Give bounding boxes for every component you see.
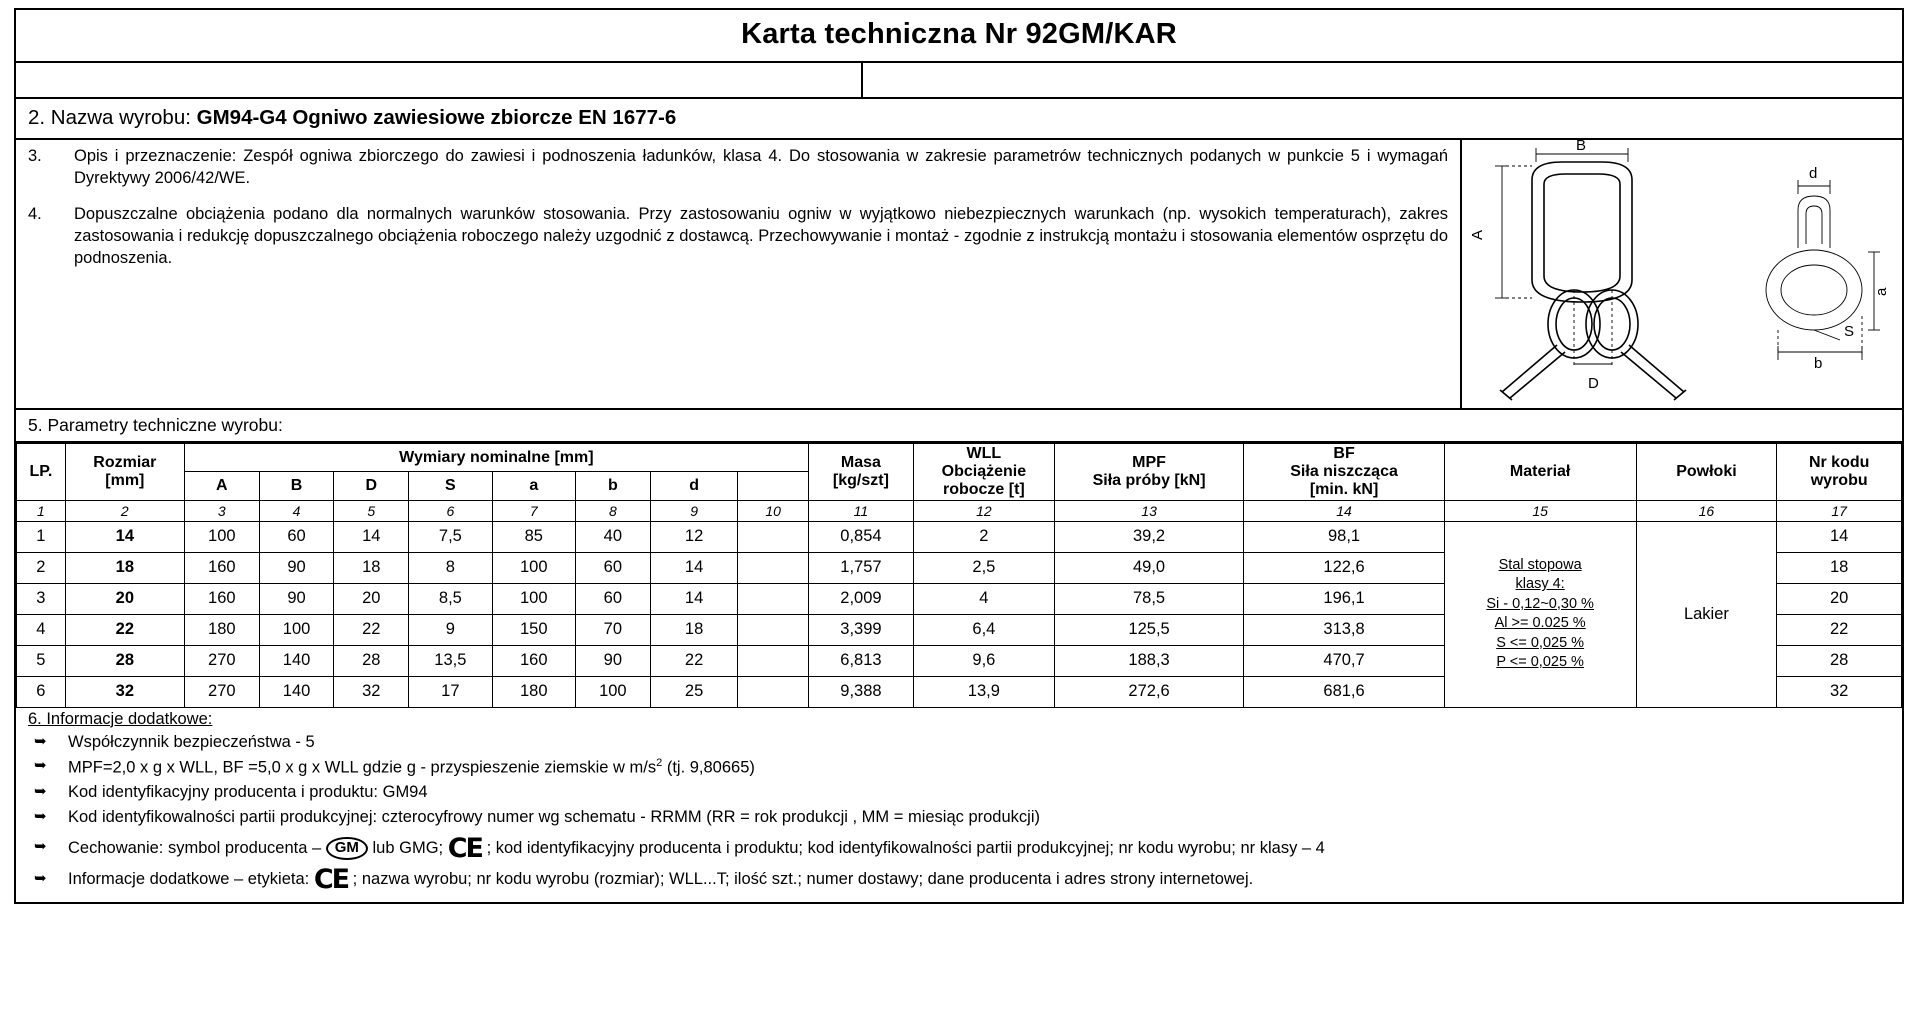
cell-blank xyxy=(738,676,808,707)
cell-mass: 1,757 xyxy=(808,552,913,583)
cell-lp: 4 xyxy=(17,614,66,645)
cell-A: 180 xyxy=(184,614,259,645)
cell-code: 28 xyxy=(1777,645,1902,676)
cell-S: 17 xyxy=(409,676,492,707)
cell-a: 160 xyxy=(492,645,575,676)
header-dim-d: d xyxy=(650,472,738,500)
description-item-number: 3. xyxy=(28,147,42,165)
document-title-row xyxy=(16,10,1902,63)
material-line: P <= 0,025 % xyxy=(1496,654,1584,671)
cell-D: 14 xyxy=(334,521,409,552)
product-drawing xyxy=(1462,140,1902,408)
drawing-label-d: d xyxy=(1809,165,1818,182)
header-dim-S: S xyxy=(409,472,492,500)
colnum: 8 xyxy=(575,500,650,521)
description-and-drawing xyxy=(16,140,1902,410)
cell-a: 85 xyxy=(492,521,575,552)
cell-lp: 1 xyxy=(17,521,66,552)
cell-wll: 6,4 xyxy=(913,614,1054,645)
cell-d: 14 xyxy=(650,583,738,614)
note-marking-tail: ; kod identyfikacyjny producenta i produktu; kod identyfikowalności partii produkcyjnej; nr kodu wyrobu; nr klasy – 4 xyxy=(486,839,1325,858)
colnum: 9 xyxy=(650,500,738,521)
cell-b: 60 xyxy=(575,552,650,583)
colnum: 6 xyxy=(409,500,492,521)
colnum: 11 xyxy=(808,500,913,521)
drawing-label-D: D xyxy=(1588,375,1599,392)
cell-mpf: 125,5 xyxy=(1054,614,1244,645)
list-item xyxy=(28,864,1902,896)
cell-D: 18 xyxy=(334,552,409,583)
arrow-bullet-icon: ➥ xyxy=(34,757,47,775)
cell-B: 90 xyxy=(259,583,334,614)
note-text-main: MPF=2,0 x g x WLL, BF =5,0 x g x WLL gdzie g - przyspieszenie ziemskie w m/s xyxy=(68,758,657,777)
master-link-assembly-drawing xyxy=(1462,140,1902,408)
note-text xyxy=(68,832,1902,864)
material-line: Si - 0,12~0,30 % xyxy=(1486,595,1594,612)
header-code: Nr kodu wyrobu xyxy=(1777,444,1902,501)
drawing-label-a: a xyxy=(1873,287,1890,296)
cell-B: 140 xyxy=(259,645,334,676)
list-item xyxy=(28,807,1902,828)
cell-material xyxy=(1444,521,1636,707)
cell-lp: 3 xyxy=(17,583,66,614)
arrow-bullet-icon: ➥ xyxy=(34,870,47,888)
cell-lp: 6 xyxy=(17,676,66,707)
list-item xyxy=(28,756,1902,779)
cell-B: 90 xyxy=(259,552,334,583)
cell-A: 270 xyxy=(184,645,259,676)
additional-info-heading: 6. Informacje dodatkowe: xyxy=(28,709,213,728)
cell-mpf: 49,0 xyxy=(1054,552,1244,583)
cell-d: 18 xyxy=(650,614,738,645)
cell-bf: 196,1 xyxy=(1244,583,1444,614)
cell-a: 100 xyxy=(492,552,575,583)
cell-size: 18 xyxy=(65,552,184,583)
cell-D: 22 xyxy=(334,614,409,645)
note-text: Kod identyfikowalności partii produkcyjnej: czterocyfrowy numer wg schematu - RRMM (RR = rok produkcji , MM = miesiąc produkcji) xyxy=(68,807,1040,826)
header-dim-B: B xyxy=(259,472,334,500)
cell-wll: 4 xyxy=(913,583,1054,614)
colnum: 14 xyxy=(1244,500,1444,521)
cell-d: 22 xyxy=(650,645,738,676)
cell-d: 25 xyxy=(650,676,738,707)
cell-size: 32 xyxy=(65,676,184,707)
cell-B: 140 xyxy=(259,676,334,707)
colnum: 4 xyxy=(259,500,334,521)
colnum: 16 xyxy=(1636,500,1777,521)
header-dim-a: a xyxy=(492,472,575,500)
cell-code: 20 xyxy=(1777,583,1902,614)
cell-wll: 9,6 xyxy=(913,645,1054,676)
description-item-text: Opis i przeznaczenie: Zespół ogniwa zbiorczego do zawiesi i podnoszenia ładunków, klasa 4. Do stosowania w zakresie parametrów technicznych podanych w punkcie 5 i wymagań Dyrektywy 2006/42/WE. xyxy=(74,147,1448,187)
cell-D: 32 xyxy=(334,676,409,707)
gm-logo-icon: GM xyxy=(326,837,368,861)
colnum: 10 xyxy=(738,500,808,521)
cell-bf: 313,8 xyxy=(1244,614,1444,645)
note-text-tail: (tj. 9,80665) xyxy=(662,758,755,777)
cell-size: 20 xyxy=(65,583,184,614)
cell-D: 28 xyxy=(334,645,409,676)
cell-wll: 13,9 xyxy=(913,676,1054,707)
cell-wll: 2,5 xyxy=(913,552,1054,583)
product-name-row xyxy=(16,99,1902,140)
cell-a: 100 xyxy=(492,583,575,614)
colnum: 2 xyxy=(65,500,184,521)
arrow-bullet-icon: ➥ xyxy=(34,783,47,801)
header-material: Materiał xyxy=(1444,444,1636,501)
description-item-number: 4. xyxy=(28,204,42,223)
cell-size: 22 xyxy=(65,614,184,645)
cell-size: 28 xyxy=(65,645,184,676)
cell-b: 40 xyxy=(575,521,650,552)
ce-mark-icon: CE xyxy=(313,864,349,896)
cell-blank xyxy=(738,614,808,645)
cell-A: 160 xyxy=(184,552,259,583)
additional-info-section xyxy=(16,708,1902,902)
note-superscript: 2 xyxy=(656,757,663,770)
cell-code: 18 xyxy=(1777,552,1902,583)
cell-lp: 2 xyxy=(17,552,66,583)
header-wll: WLL Obciążenie robocze [t] xyxy=(913,444,1054,501)
arrow-bullet-icon: ➥ xyxy=(34,732,47,750)
cell-S: 8,5 xyxy=(409,583,492,614)
cell-d: 14 xyxy=(650,552,738,583)
header-lp: LP. xyxy=(17,444,66,501)
cell-blank xyxy=(738,552,808,583)
table-row xyxy=(17,521,1902,552)
header-bf: BF Siła niszcząca [min. kN] xyxy=(1244,444,1444,501)
cell-lp: 5 xyxy=(17,645,66,676)
colnum: 7 xyxy=(492,500,575,521)
note-marking-mid: lub GMG; xyxy=(372,839,444,858)
empty-cell-left xyxy=(16,63,863,97)
cell-A: 160 xyxy=(184,583,259,614)
cell-mass: 0,854 xyxy=(808,521,913,552)
note-marking-prefix: Cechowanie: symbol producenta – xyxy=(68,839,322,858)
empty-cell-right xyxy=(863,63,1902,97)
cell-D: 20 xyxy=(334,583,409,614)
material-line: klasy 4: xyxy=(1515,576,1565,593)
note-text xyxy=(68,756,1902,779)
cell-S: 9 xyxy=(409,614,492,645)
note-label-tail: ; nazwa wyrobu; nr kodu wyrobu (rozmiar); WLL...T; ilość szt.; numer dostawy; dane producenta i adres strony internetowej. xyxy=(352,870,1254,889)
cell-mpf: 272,6 xyxy=(1054,676,1244,707)
cell-a: 180 xyxy=(492,676,575,707)
cell-d: 12 xyxy=(650,521,738,552)
cell-mpf: 188,3 xyxy=(1054,645,1244,676)
cell-bf: 470,7 xyxy=(1244,645,1444,676)
product-name-label: 2. Nazwa wyrobu: xyxy=(28,106,191,129)
cell-code: 14 xyxy=(1777,521,1902,552)
drawing-label-A: A xyxy=(1469,229,1486,240)
list-item xyxy=(28,832,1902,864)
colnum: 13 xyxy=(1054,500,1244,521)
cell-bf: 122,6 xyxy=(1244,552,1444,583)
colnum: 3 xyxy=(184,500,259,521)
note-label-prefix: Informacje dodatkowe – etykieta: xyxy=(68,870,310,889)
page-title: Karta techniczna Nr 92GM/KAR xyxy=(741,18,1177,50)
description-item xyxy=(28,204,1448,270)
cell-code: 32 xyxy=(1777,676,1902,707)
cell-b: 60 xyxy=(575,583,650,614)
material-line: Al >= 0.025 % xyxy=(1494,615,1586,632)
arrow-bullet-icon: ➥ xyxy=(34,807,47,825)
cell-S: 8 xyxy=(409,552,492,583)
description-item-text: Dopuszczalne obciążenia podano dla normalnych warunków stosowania. Przy zastosowaniu ogniw w wyjątkowo niebezpiecznych warunkach (np. wysokich temperaturach), zakres zastosowania i redukcję dopuszczalnego obciążenia roboczego należy uzgodnić z dostawcą. Przechowywanie i montaż - zgodnie z instrukcją montażu i stosowania elementów osprzętu do podnoszenia. xyxy=(74,204,1448,267)
cell-bf: 681,6 xyxy=(1244,676,1444,707)
cell-b: 90 xyxy=(575,645,650,676)
cell-size: 14 xyxy=(65,521,184,552)
cell-mass: 6,813 xyxy=(808,645,913,676)
sheet-frame xyxy=(14,8,1904,904)
cell-b: 100 xyxy=(575,676,650,707)
header-mpf: MPF Siła próby [kN] xyxy=(1054,444,1244,501)
params-heading: 5. Parametry techniczne wyrobu: xyxy=(16,410,1902,443)
drawing-label-S: S xyxy=(1844,323,1855,340)
cell-a: 150 xyxy=(492,614,575,645)
cell-blank xyxy=(738,645,808,676)
header-dim-b: b xyxy=(575,472,650,500)
cell-bf: 98,1 xyxy=(1244,521,1444,552)
list-item xyxy=(28,782,1902,803)
header-mass: Masa [kg/szt] xyxy=(808,444,913,501)
additional-info-list xyxy=(28,732,1902,896)
cell-B: 100 xyxy=(259,614,334,645)
product-name-value: GM94-G4 Ogniwo zawiesiowe zbiorcze EN 1677-6 xyxy=(196,106,677,129)
colnum: 15 xyxy=(1444,500,1636,521)
description-block xyxy=(16,140,1462,408)
drawing-label-B: B xyxy=(1576,140,1587,154)
note-text xyxy=(68,864,1902,896)
colnum: 1 xyxy=(17,500,66,521)
ce-mark-icon: CE xyxy=(447,832,482,864)
empty-split-row xyxy=(16,63,1902,99)
header-dim-D: D xyxy=(334,472,409,500)
description-item xyxy=(28,146,1448,190)
cell-A: 100 xyxy=(184,521,259,552)
header-size: Rozmiar [mm] xyxy=(65,444,184,501)
cell-wll: 2 xyxy=(913,521,1054,552)
cell-blank xyxy=(738,583,808,614)
cell-code: 22 xyxy=(1777,614,1902,645)
header-dim-blank xyxy=(738,472,808,500)
cell-S: 7,5 xyxy=(409,521,492,552)
cell-B: 60 xyxy=(259,521,334,552)
note-text: Współczynnik bezpieczeństwa - 5 xyxy=(68,732,315,751)
table-column-number-row xyxy=(17,500,1902,521)
colnum: 12 xyxy=(913,500,1054,521)
cell-mass: 2,009 xyxy=(808,583,913,614)
specification-table xyxy=(16,443,1902,708)
material-line: S <= 0,025 % xyxy=(1496,634,1585,651)
cell-mass: 3,399 xyxy=(808,614,913,645)
cell-coating: Lakier xyxy=(1636,521,1777,707)
note-text: Kod identyfikacyjny producenta i produktu: GM94 xyxy=(68,783,428,802)
cell-b: 70 xyxy=(575,614,650,645)
arrow-bullet-icon: ➥ xyxy=(34,837,47,855)
cell-A: 270 xyxy=(184,676,259,707)
material-line: Stal stopowa xyxy=(1498,556,1582,573)
cell-blank xyxy=(738,521,808,552)
drawing-label-b: b xyxy=(1814,355,1823,372)
header-dim-A: A xyxy=(184,472,259,500)
list-item xyxy=(28,732,1902,753)
header-coating: Powłoki xyxy=(1636,444,1777,501)
cell-mass: 9,388 xyxy=(808,676,913,707)
colnum: 17 xyxy=(1777,500,1902,521)
colnum: 5 xyxy=(334,500,409,521)
table-header-row xyxy=(17,444,1902,472)
cell-mpf: 39,2 xyxy=(1054,521,1244,552)
cell-mpf: 78,5 xyxy=(1054,583,1244,614)
cell-S: 13,5 xyxy=(409,645,492,676)
header-nominal-dims: Wymiary nominalne [mm] xyxy=(184,444,808,472)
